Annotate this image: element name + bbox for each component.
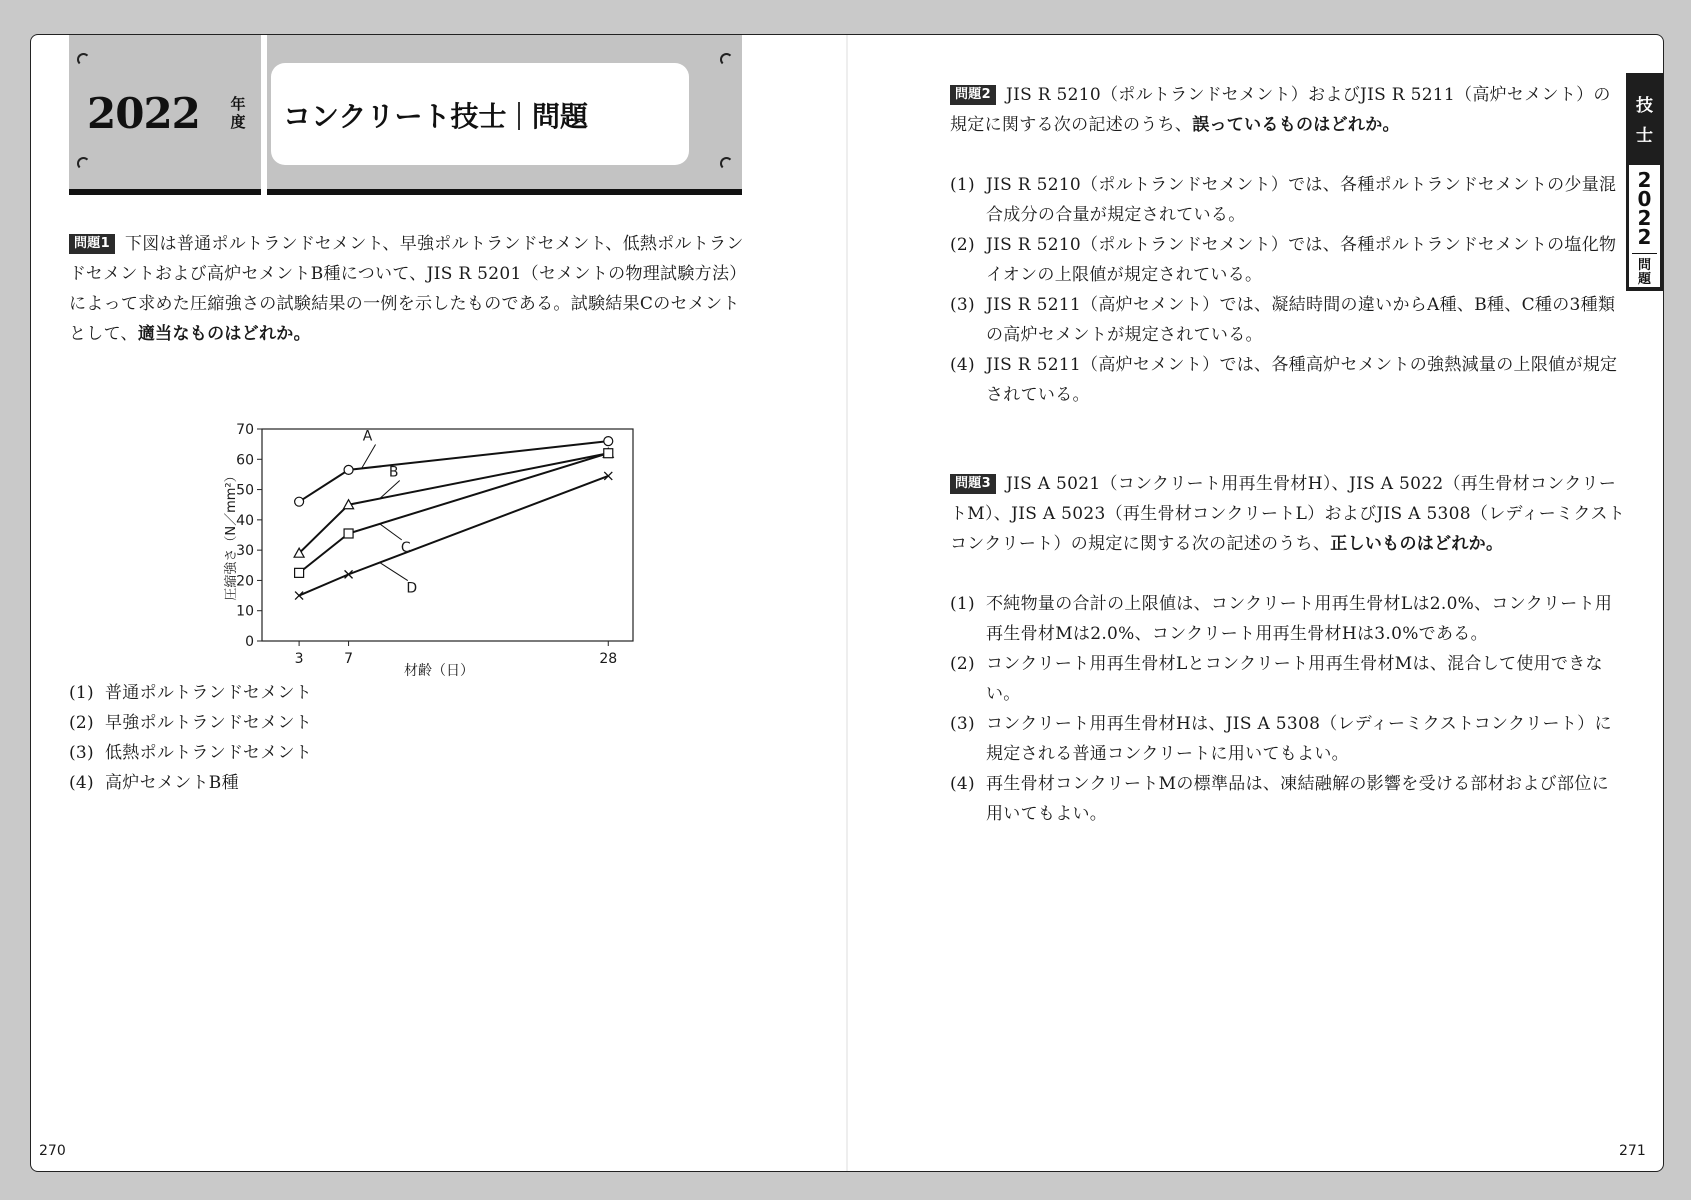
title-separator [518, 102, 520, 130]
tab-year [1629, 168, 1660, 249]
header-year: 2022 [87, 89, 200, 138]
marker-circle [344, 465, 353, 474]
y-tick-label: 40 [236, 512, 254, 529]
marker-circle [604, 437, 613, 446]
series-label-b: B [388, 464, 399, 481]
question-label: 問題2 [950, 85, 996, 105]
option-item [69, 738, 745, 768]
tab-year-char: 2 [1637, 225, 1652, 249]
option-item [69, 678, 745, 708]
tab-category [1626, 73, 1663, 165]
option-number: (2) [950, 654, 975, 674]
question-emphasis: 誤っているものはどれか。 [1192, 115, 1400, 135]
option-text: JIS R 5211（高炉セメント）では、凝結時間の違いからA種、B種、C種の3種類の高炉セメントが規定されている。 [986, 295, 1616, 345]
y-tick-label: 20 [236, 573, 254, 590]
x-tick-label: 28 [599, 651, 618, 667]
tab-year-box [1629, 165, 1660, 287]
question-1-options [69, 678, 745, 798]
option-number: (4) [950, 774, 975, 794]
question-text: JIS A 5021（コンクリート用再生骨材H）、JIS A 5022（再生骨材コンクリートM）、JIS A 5023（再生骨材コンクリートL）およびJIS A 5308（レディーミクストコンクリート）の規定に関する次の記述のうち、 [950, 474, 1626, 554]
tab-category-char: 技 [1636, 96, 1653, 116]
option-text: 高炉セメントB種 [105, 773, 239, 793]
option-item [950, 230, 1626, 290]
x-tick-label: 3 [294, 651, 304, 667]
x-tick-label: 7 [344, 651, 354, 667]
option-item [950, 589, 1626, 649]
tab-section [1632, 253, 1657, 287]
series-label-c: C [400, 539, 411, 556]
option-item [950, 769, 1626, 829]
question-text: JIS R 5210（ポルトランドセメント）およびJIS R 5211（高炉セメント）の規定に関する次の記述のうち、 [950, 85, 1611, 135]
option-text: JIS R 5210（ポルトランドセメント）では、各種ポルトランドセメントの塩化物イオンの上限値が規定されている。 [986, 235, 1617, 285]
chart-ylabel: 圧縮強さ（N／mm²） [224, 469, 239, 601]
option-text: 早強ポルトランドセメント [105, 713, 313, 733]
option-number: (2) [69, 713, 94, 733]
option-item [950, 649, 1626, 709]
series-label-d: D [406, 580, 418, 597]
screw-icon [77, 53, 90, 66]
y-tick-label: 30 [236, 543, 254, 560]
marker-square [604, 449, 613, 458]
tab-year-char: 0 [1637, 187, 1652, 211]
y-tick-label: 60 [236, 452, 254, 469]
series-leader-line [380, 563, 408, 581]
option-number: (1) [950, 175, 975, 195]
option-item [950, 350, 1626, 410]
question-3-options [950, 589, 1626, 829]
screw-icon [720, 157, 733, 170]
option-number: (4) [69, 773, 94, 793]
question-3 [950, 469, 1626, 559]
tab-category-char: 士 [1636, 126, 1653, 146]
option-number: (2) [950, 235, 975, 255]
option-number: (3) [69, 743, 94, 763]
series-leader-line [362, 444, 376, 468]
page-number-right: 271 [1619, 1143, 1646, 1159]
page-number-left: 270 [39, 1143, 66, 1159]
option-item [69, 708, 745, 738]
question-2 [950, 80, 1626, 140]
option-text: JIS R 5210（ポルトランドセメント）では、各種ポルトランドセメントの少量混合成分の合量が規定されている。 [986, 175, 1617, 225]
option-number: (4) [950, 355, 975, 375]
option-item [950, 170, 1626, 230]
book-spread [30, 34, 1664, 1172]
option-text: JIS R 5211（高炉セメント）では、各種高炉セメントの強熱減量の上限値が規定されている。 [986, 355, 1618, 405]
screw-icon [720, 53, 733, 66]
series-leader-line [380, 524, 402, 540]
option-text: 再生骨材コンクリートMの標準品は、凍結融解の影響を受ける部材および部位に用いてもよい。 [986, 774, 1609, 824]
option-item [950, 290, 1626, 350]
page-title [283, 95, 588, 135]
side-index-tab [1626, 73, 1663, 291]
screw-icon [77, 157, 90, 170]
option-text: コンクリート用再生骨材Lとコンクリート用再生骨材Mは、混合して使用できない。 [986, 654, 1603, 704]
option-text: 低熱ポルトランドセメント [105, 743, 313, 763]
question-label: 問題1 [69, 234, 115, 254]
question-label: 問題3 [950, 474, 996, 494]
title-section: 問題 [531, 100, 588, 133]
header-divider [261, 35, 267, 195]
option-number: (3) [950, 714, 975, 734]
title-subject: コンクリート技士 [283, 100, 507, 133]
page-gutter [846, 35, 848, 1171]
option-number: (1) [950, 594, 975, 614]
tab-year-char: 2 [1637, 168, 1652, 192]
header-rule [69, 189, 742, 195]
chart-xlabel: 材齢（日） [404, 663, 474, 679]
compressive-strength-chart [199, 389, 679, 689]
tab-section-char: 題 [1637, 272, 1651, 287]
question-1 [69, 229, 745, 349]
header-year-suffix: 年度 [230, 95, 246, 131]
option-text: 不純物量の合計の上限値は、コンクリート用再生骨材Lは2.0%、コンクリート用再生骨材Mは2.0%、コンクリート用再生骨材Hは3.0%である。 [986, 594, 1613, 644]
question-emphasis: 正しいものはどれか。 [1330, 534, 1504, 554]
question-text: 下図は普通ポルトランドセメント、早強ポルトランドセメント、低熱ポルトランドセメントおよび高炉セメントB種について、JIS R 5201（セメントの物理試験方法）によって求めた圧縮強さの試験結果の一例を示したものである。試験結果Cのセメントとして、 [69, 234, 744, 344]
y-tick-label: 10 [236, 603, 254, 620]
marker-circle [295, 497, 304, 506]
tab-section-char: 問 [1637, 258, 1651, 273]
option-number: (1) [69, 683, 94, 703]
marker-square [344, 529, 353, 538]
question-2-options [950, 170, 1626, 410]
option-item [950, 709, 1626, 769]
question-emphasis: 適当なものはどれか。 [137, 324, 311, 344]
y-tick-label: 50 [236, 482, 254, 499]
y-tick-label: 70 [236, 422, 254, 438]
series-label-a: A [362, 428, 373, 445]
option-number: (3) [950, 295, 975, 315]
option-text: 普通ポルトランドセメント [105, 683, 313, 703]
option-text: コンクリート用再生骨材Hは、JIS A 5308（レディーミクストコンクリート）に規定される普通コンクリートに用いてもよい。 [986, 714, 1612, 764]
y-tick-label: 0 [245, 634, 254, 650]
marker-square [295, 568, 304, 577]
tab-year-char: 2 [1637, 206, 1652, 230]
option-item [69, 768, 745, 798]
